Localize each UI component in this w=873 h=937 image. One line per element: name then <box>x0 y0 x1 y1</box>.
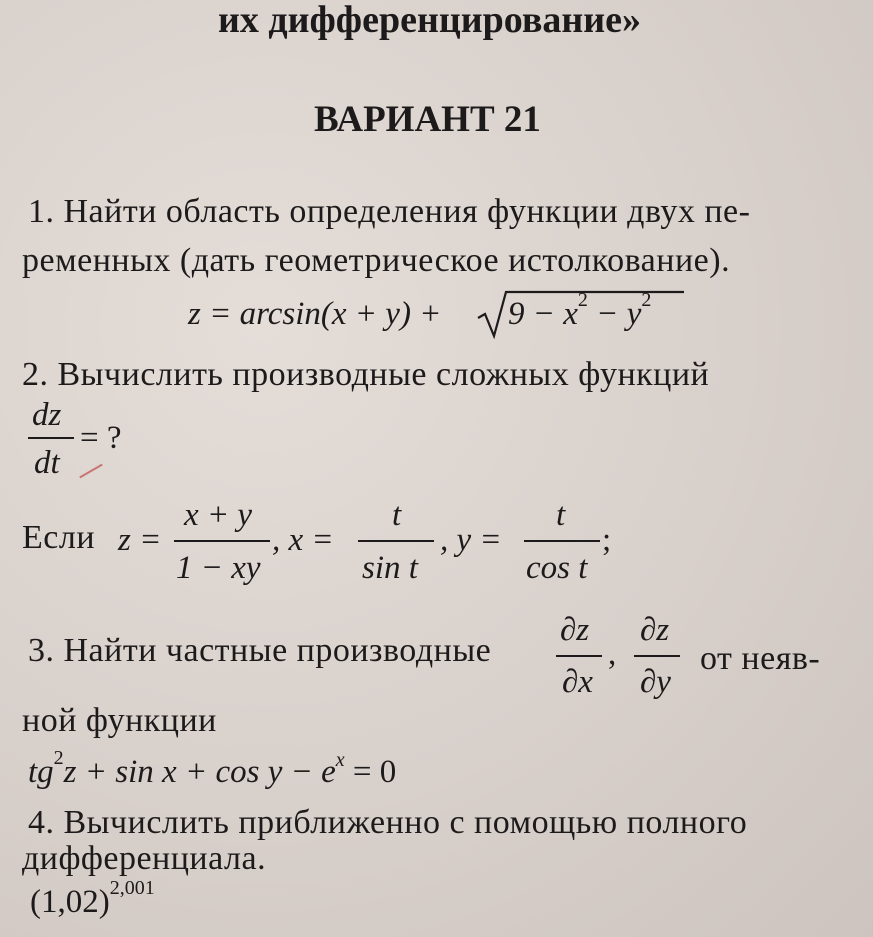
task3-line1: 3. Найти частные производные <box>28 632 492 669</box>
task2-line1: 2. Вычислить производные сложных функций <box>22 356 710 393</box>
variant-heading: ВАРИАНТ 21 <box>314 99 541 140</box>
y-numerator: t <box>556 497 566 533</box>
y-equals: , y = <box>440 522 502 558</box>
tg-exp: 2 <box>53 747 64 769</box>
z-numerator: x + y <box>184 497 253 533</box>
document-title-partial: их дифференцирование» <box>218 0 642 41</box>
partial-dx: ∂x <box>562 664 593 700</box>
fraction-dt-den: dt <box>34 445 60 481</box>
x-fraction-bar <box>358 540 434 542</box>
fraction-bar <box>28 437 74 439</box>
tg-term: tg <box>28 754 54 790</box>
task4-line2: дифференциала. <box>22 840 267 877</box>
partial-dz-2: ∂z <box>640 612 670 648</box>
equals-question: = ? <box>80 420 122 456</box>
x-equals: , x = <box>272 522 334 558</box>
equation-end: = 0 <box>344 754 397 790</box>
power-exponent: 2,001 <box>109 877 155 899</box>
task3-equation <box>28 747 397 791</box>
task4-expression <box>30 877 155 921</box>
exp-x: x <box>335 749 345 771</box>
z-denominator: 1 − xy <box>176 550 261 586</box>
radicand-part2: − y <box>587 296 642 332</box>
semicolon: ; <box>602 522 612 558</box>
if-word: Если <box>22 519 96 556</box>
z-equals: z = <box>118 522 162 558</box>
y-fraction-bar <box>524 540 600 542</box>
x-numerator: t <box>392 497 402 533</box>
z-fraction-bar <box>174 540 270 542</box>
pen-mark <box>79 464 103 479</box>
fraction-dz-num: dz <box>32 397 62 433</box>
partial-comma: , <box>608 636 617 672</box>
task1-radicand <box>508 289 652 333</box>
partial-dy: ∂y <box>640 664 671 700</box>
partial-dz-1: ∂z <box>560 612 590 648</box>
radicand-exp1: 2 <box>577 289 588 311</box>
y-denominator: cos t <box>526 550 588 586</box>
power-base: (1,02) <box>30 884 110 920</box>
x-denominator: sin t <box>362 550 418 586</box>
partial-fraction-bar-1 <box>556 655 602 657</box>
task1-formula-lhs: z = arcsin(x + y) + <box>188 296 442 332</box>
partial-fraction-bar-2 <box>634 655 680 657</box>
task3-tail: от неяв- <box>700 640 821 677</box>
task3-line2: ной функции <box>22 702 217 739</box>
equation-middle: z + sin x + cos y − e <box>63 754 336 790</box>
radicand-exp2: 2 <box>641 289 652 311</box>
task1-line1: 1. Найти область определения функции двух пе- <box>28 193 751 230</box>
radicand-part1: 9 − x <box>508 296 578 332</box>
task1-line2: ременных (дать геометрическое истолкование). <box>22 242 731 279</box>
task4-line1: 4. Вычислить приближенно с помощью полного <box>28 804 748 841</box>
